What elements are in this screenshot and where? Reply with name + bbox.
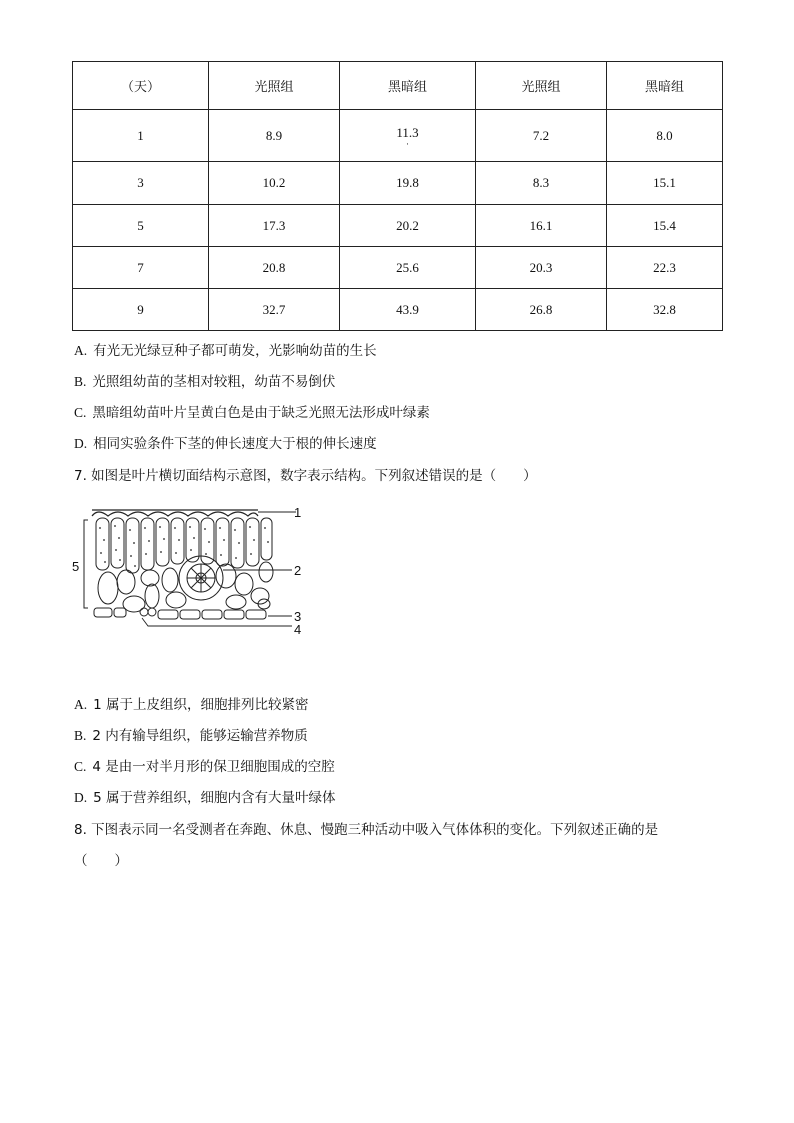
- option-text: 1 属于上皮组织，细胞排列比较紧密: [93, 697, 309, 713]
- option-label: B.: [74, 374, 87, 389]
- option-text: 4 是由一对半月形的保卫细胞围成的空腔: [92, 759, 335, 775]
- option-label: C.: [74, 759, 87, 774]
- table-cell: 10.2: [209, 162, 340, 205]
- table-cell: [340, 110, 476, 162]
- table-cell: 19.8: [340, 162, 476, 205]
- table-cell: 9: [73, 289, 209, 331]
- table-row: [73, 205, 723, 247]
- table-row: [73, 110, 723, 162]
- table-row: [73, 162, 723, 205]
- table-header-cell: 光照组: [476, 62, 607, 110]
- q6-option-d: [74, 432, 377, 452]
- table-cell: 26.8: [476, 289, 607, 331]
- q8-stem: 8. 下图表示同一名受测者在奔跑、休息、慢跑三种活动中吸入气体体积的变化。下列叙述正确的是: [74, 822, 659, 838]
- table-cell: 7: [73, 247, 209, 289]
- q6-option-b: [74, 370, 335, 390]
- option-text: 5 属于营养组织，细胞内含有大量叶绿体: [93, 790, 336, 806]
- table-cell: 5: [73, 205, 209, 247]
- table-cell: 25.6: [340, 247, 476, 289]
- growth-data-table: [72, 61, 723, 331]
- option-label: B.: [74, 728, 87, 743]
- table-cell: 32.7: [209, 289, 340, 331]
- q8-stem-bracket: （ ）: [74, 853, 128, 869]
- table-cell: 15.4: [607, 205, 723, 247]
- option-label: D.: [74, 790, 88, 805]
- figure-label-1: 1: [294, 505, 302, 520]
- figure-label-3: 3: [294, 609, 302, 624]
- spongy-cells: [98, 562, 273, 612]
- table-header-cell: 黑暗组: [607, 62, 723, 110]
- table-row: [73, 289, 723, 331]
- table-cell: 16.1: [476, 205, 607, 247]
- option-label: A.: [74, 343, 88, 358]
- table-cell: 32.8: [607, 289, 723, 331]
- stray-dot: ·: [406, 138, 409, 149]
- figure-label-5: 5: [72, 559, 80, 574]
- table-cell: 8.9: [209, 110, 340, 162]
- table-cell: 17.3: [209, 205, 340, 247]
- option-text: 有光无光绿豆种子都可萌发，光影响幼苗的生长: [93, 343, 377, 359]
- q6-option-c: [74, 401, 430, 421]
- figure-label-4: 4: [294, 622, 302, 637]
- figure-label-2: 2: [294, 563, 302, 578]
- q7-stem: 7. 如图是叶片横切面结构示意图，数字表示结构。下列叙述错误的是（ ）: [74, 468, 537, 484]
- table-cell: 15.1: [607, 162, 723, 205]
- option-label: C.: [74, 405, 87, 420]
- table-header-row: [73, 62, 723, 110]
- table-cell: 20.2: [340, 205, 476, 247]
- table-header-cell: 黑暗组: [340, 62, 476, 110]
- option-text: 光照组幼苗的茎相对较粗，幼苗不易倒伏: [92, 374, 336, 390]
- table-cell: 8.0: [607, 110, 723, 162]
- option-label: A.: [74, 697, 88, 712]
- table-cell: 43.9: [340, 289, 476, 331]
- q7-option-c: [74, 755, 335, 775]
- option-text: 黑暗组幼苗叶片呈黄白色是由于缺乏光照无法形成叶绿素: [92, 405, 430, 421]
- table-cell-value: 11.3: [396, 124, 419, 140]
- table-cell: 7.2: [476, 110, 607, 162]
- table-cell: 8.3: [476, 162, 607, 205]
- q7-option-d: [74, 786, 336, 806]
- table-cell: 3: [73, 162, 209, 205]
- option-label: D.: [74, 436, 88, 451]
- table-cell: 22.3: [607, 247, 723, 289]
- table-header-cell: 光照组: [209, 62, 340, 110]
- table-cell: 20.8: [209, 247, 340, 289]
- table-header-cell: （天）: [73, 62, 209, 110]
- q7-option-b: [74, 724, 308, 744]
- table-row: [73, 247, 723, 289]
- table-cell: 1: [73, 110, 209, 162]
- option-text: 相同实验条件下茎的伸长速度大于根的伸长速度: [93, 436, 377, 452]
- q7-option-a: [74, 693, 309, 713]
- bracket-5: [84, 520, 88, 608]
- table-cell: 20.3: [476, 247, 607, 289]
- q6-option-a: [74, 339, 377, 359]
- option-text: 2 内有输导组织，能够运输营养物质: [92, 728, 308, 744]
- leaf-cross-section-diagram: [68, 498, 318, 638]
- upper-epidermis: [92, 510, 296, 516]
